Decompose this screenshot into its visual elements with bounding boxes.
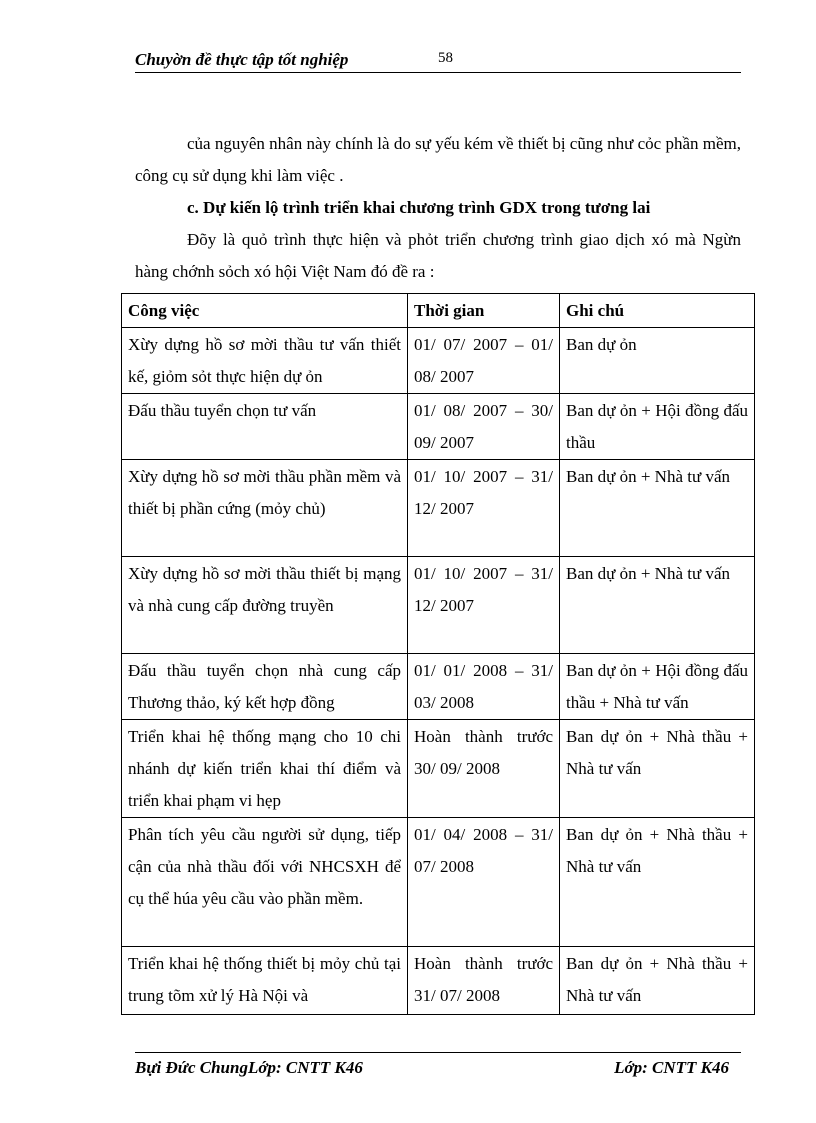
cell-note: Ban dự ỏn	[560, 328, 755, 394]
table-header-row	[122, 294, 755, 328]
cell-time: 01/ 01/ 2008 – 31/ 03/ 2008	[408, 654, 560, 720]
cell-time: 01/ 10/ 2007 – 31/ 12/ 2007	[408, 557, 560, 654]
header-task: Công việc	[122, 294, 408, 328]
cell-task: Xừy dựng hồ sơ mời thầu phần mềm và thiết bị phần cứng (mỏy chủ)	[122, 460, 408, 557]
page-number: 58	[438, 50, 453, 66]
paragraph-2: Đõy là quỏ trình thực hiện và phỏt triển chương trình giao dịch xó mà Ngừn hàng chớnh sỏch xó hội Việt Nam đó đề ra :	[135, 230, 741, 281]
cell-note: Ban dự ỏn + Nhà thầu + Nhà tư vấn	[560, 818, 755, 947]
footer-class: Lớp: CNTT K46	[614, 1058, 729, 1077]
cell-note: Ban dự ỏn + Hội đồng đấu thầu	[560, 394, 755, 460]
footer-author: Bựi Đức ChungLớp: CNTT K46	[135, 1058, 363, 1077]
header-time: Thời gian	[408, 294, 560, 328]
cell-task: Triển khai hệ thống thiết bị mỏy chủ tại trung tõm xử lý Hà Nội và	[122, 947, 408, 1015]
table-row	[122, 394, 755, 460]
cell-task: Đấu thầu tuyển chọn nhà cung cấp Thương thảo, ký kết hợp đồng	[122, 654, 408, 720]
cell-task: Đấu thầu tuyển chọn tư vấn	[122, 394, 408, 460]
table-row	[122, 947, 755, 1015]
table-row	[122, 720, 755, 818]
table-row	[122, 557, 755, 654]
section-heading: c. Dự kiến lộ trình triển khai chương trình GDX trong tương lai	[187, 198, 651, 217]
cell-note: Ban dự ỏn + Nhà thầu + Nhà tư vấn	[560, 720, 755, 818]
page-footer	[135, 1052, 741, 1083]
table-row	[122, 654, 755, 720]
cell-time: Hoàn thành trước 30/ 09/ 2008	[408, 720, 560, 818]
cell-task: Triển khai hệ thống mạng cho 10 chi nhánh dự kiến triển khai thí điểm và triển khai phạm vi hẹp	[122, 720, 408, 818]
table-row	[122, 328, 755, 394]
cell-time: Hoàn thành trước 31/ 07/ 2008	[408, 947, 560, 1015]
cell-time: 01/ 08/ 2007 – 30/ 09/ 2007	[408, 394, 560, 460]
page-header	[135, 48, 741, 73]
table-row	[122, 460, 755, 557]
header-note: Ghi chú	[560, 294, 755, 328]
cell-task: Xừy dựng hồ sơ mời thầu thiết bị mạng và nhà cung cấp đường truyền	[122, 557, 408, 654]
cell-task: Xừy dựng hồ sơ mời thầu tư vấn thiết kế, giỏm sỏt thực hiện dự ỏn	[122, 328, 408, 394]
document-title: Chuyờn đề thực tập tốt nghiệp	[135, 50, 349, 69]
cell-time: 01/ 07/ 2007 – 01/ 08/ 2007	[408, 328, 560, 394]
table-row	[122, 818, 755, 947]
cell-note: Ban dự ỏn + Nhà tư vấn	[560, 460, 755, 557]
cell-note: Ban dự ỏn + Hội đồng đấu thầu + Nhà tư vấn	[560, 654, 755, 720]
cell-note: Ban dự ỏn + Nhà thầu + Nhà tư vấn	[560, 947, 755, 1015]
paragraph-1: của nguyên nhân này chính là do sự yếu kém về thiết bị cũng như cỏc phần mềm, công cụ sử dụng khi làm việc .	[135, 134, 741, 185]
cell-time: 01/ 10/ 2007 – 31/ 12/ 2007	[408, 460, 560, 557]
cell-time: 01/ 04/ 2008 – 31/ 07/ 2008	[408, 818, 560, 947]
cell-task: Phân tích yêu cầu người sử dụng, tiếp cận của nhà thầu đối với NHCSXH để cụ thể húa yêu cầu vào phần mềm.	[122, 818, 408, 947]
schedule-table	[121, 293, 755, 1015]
cell-note: Ban dự ỏn + Nhà tư vấn	[560, 557, 755, 654]
